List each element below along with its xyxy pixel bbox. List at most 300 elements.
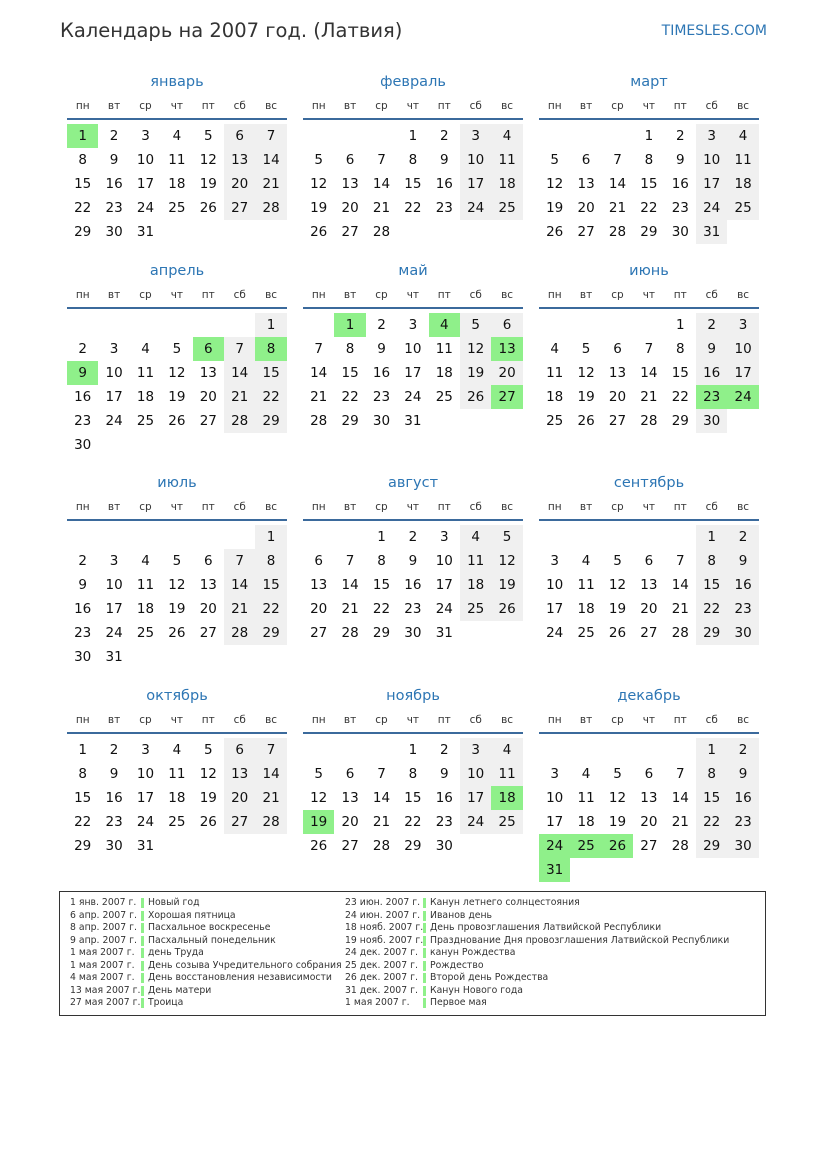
weekday-header: [67, 714, 287, 728]
day-cell: 10: [546, 577, 564, 593]
day-cell: 9: [377, 341, 386, 357]
weekday-header: [303, 100, 523, 114]
day-cell: 4: [581, 766, 591, 782]
day-cell: 2: [439, 128, 449, 144]
day-cell: 8: [345, 341, 355, 357]
day-cell: 7: [377, 766, 386, 782]
day-cell: 27: [640, 838, 658, 854]
holiday-name: Пасхальное воскресенье: [148, 922, 271, 933]
day-cell: 12: [310, 790, 328, 806]
holiday-date: 25 дек. 2007 г.: [345, 959, 418, 971]
weekday-label: сб: [233, 289, 246, 301]
day-cell: 8: [78, 766, 87, 782]
holiday-name: Канун летнего солнцестояния: [430, 897, 580, 908]
weekday-label: сб: [469, 714, 482, 726]
day-cell: 15: [696, 573, 727, 597]
holiday-name: Празднование Дня провозглашения Латвийской Республики: [430, 934, 730, 946]
weekday-label: чт: [642, 100, 656, 112]
weekday-label: чт: [170, 714, 184, 726]
weekday-label: вс: [501, 100, 514, 112]
month-name: август: [387, 475, 439, 491]
day-cell: 19: [460, 361, 491, 385]
day-cell: 14: [372, 176, 391, 192]
day-cell: 10: [136, 152, 155, 168]
day-cell: 26: [491, 597, 522, 621]
day-cell: 30: [727, 621, 758, 645]
day-cell: 20: [224, 786, 255, 810]
day-cell: 24: [460, 196, 491, 220]
weekday-label: вс: [737, 501, 750, 513]
day-cell: 18: [435, 365, 453, 381]
holiday-marker: [141, 898, 144, 908]
weekday-label: ср: [375, 714, 388, 726]
day-cell: 22: [404, 814, 422, 830]
weekday-label: вт: [107, 501, 121, 513]
day-cell: 11: [435, 341, 453, 357]
holiday-name: Второй день Рождества: [430, 972, 549, 983]
day-cell: 12: [608, 790, 627, 806]
holiday-marker: [423, 936, 426, 946]
weekday-label: ср: [611, 289, 624, 301]
holiday-date: 27 мая 2007 г.: [70, 997, 141, 1008]
day-cell: 10: [105, 365, 123, 381]
day-cell: 10: [460, 762, 491, 786]
day-cell: 30: [727, 834, 758, 858]
weekday-label: пн: [547, 501, 562, 513]
holiday-day-cell: 13: [491, 337, 522, 361]
weekday-label: вт: [579, 100, 593, 112]
weekday-label: ср: [611, 714, 624, 726]
day-cell: 29: [640, 224, 658, 240]
day-cell: 23: [435, 814, 453, 830]
month-name: ноябрь: [386, 688, 440, 704]
day-cell: 9: [439, 766, 449, 782]
day-cell: 13: [199, 577, 217, 593]
day-cell: 26: [460, 385, 491, 409]
day-cell: 10: [404, 341, 422, 357]
day-cell: 7: [675, 766, 685, 782]
day-cell: 13: [341, 790, 359, 806]
day-cell: 28: [372, 224, 391, 240]
holiday-date: 6 апр. 2007 г.: [70, 909, 137, 921]
weekday-label: вс: [265, 100, 278, 112]
day-cell: 30: [671, 224, 689, 240]
weekday-label: пн: [75, 289, 90, 301]
day-cell: 18: [136, 389, 155, 405]
day-cell: 10: [105, 577, 123, 593]
day-cell: 27: [341, 224, 359, 240]
weekday-header: [67, 100, 287, 114]
month-name: октябрь: [146, 688, 208, 704]
holiday-name: Пасхальный понедельник: [148, 934, 276, 946]
day-cell: 31: [435, 625, 453, 641]
holiday-name: канун Рождества: [430, 947, 516, 958]
day-cell: 18: [460, 573, 491, 597]
holiday-name: Хорошая пятница: [148, 909, 236, 921]
day-cell: 7: [377, 152, 386, 168]
holiday-name: Троица: [148, 997, 184, 1008]
holiday-date: 4 мая 2007 г.: [70, 972, 135, 983]
day-cell: 12: [608, 577, 627, 593]
day-cell: 16: [727, 786, 758, 810]
day-cell: 22: [696, 810, 727, 834]
page-title: Календарь на 2007 год. (Латвия): [60, 19, 403, 42]
day-cell: 25: [168, 814, 186, 830]
day-cell: 23: [727, 597, 758, 621]
holiday-date: 9 апр. 2007 г.: [70, 934, 137, 946]
holiday-day-cell: 24: [539, 834, 570, 858]
day-cell: 27: [310, 625, 328, 641]
day-cell: 9: [727, 762, 758, 786]
day-cell: 26: [168, 625, 186, 641]
day-cell: 4: [141, 553, 150, 569]
month-header-divider: [303, 307, 523, 309]
day-cell: 29: [74, 838, 92, 854]
day-cell: 24: [546, 625, 564, 641]
day-cell: 2: [109, 742, 119, 758]
weekday-label: вт: [343, 100, 357, 112]
day-cell: 3: [141, 742, 150, 758]
day-cell: 20: [491, 361, 522, 385]
holiday-date: 31 дек. 2007 г.: [345, 984, 418, 996]
day-cell: 9: [727, 549, 758, 573]
day-cell: 19: [168, 601, 186, 617]
day-cell: 13: [341, 176, 359, 192]
day-cell: 1: [408, 128, 418, 144]
holiday-date: 19 нояб. 2007 г.: [345, 934, 424, 946]
holiday-marker: [423, 923, 426, 933]
day-cell: 11: [491, 148, 522, 172]
day-cell: 25: [460, 597, 491, 621]
day-cell: 3: [141, 128, 150, 144]
weekday-header: [303, 289, 523, 303]
day-cell: 22: [74, 814, 92, 830]
day-cell: 28: [640, 413, 658, 429]
day-cell: 22: [255, 385, 286, 409]
day-cell: 28: [341, 625, 359, 641]
weekday-label: сб: [233, 714, 246, 726]
day-cell: 3: [109, 341, 119, 357]
day-cell: 28: [255, 810, 286, 834]
day-cell: 16: [435, 790, 453, 806]
day-cell: 24: [105, 625, 123, 641]
day-cell: 27: [640, 625, 658, 641]
holiday-date: 1 мая 2007 г.: [345, 997, 410, 1008]
weekday-header: [539, 100, 759, 114]
day-cell: 20: [199, 389, 217, 405]
weekday-label: вт: [579, 289, 593, 301]
day-cell: 19: [608, 814, 627, 830]
day-cell: 18: [136, 601, 155, 617]
weekday-header: [539, 714, 759, 728]
day-cell: 25: [491, 196, 522, 220]
day-cell: 22: [404, 200, 422, 216]
day-cell: 22: [341, 389, 359, 405]
holiday-name: Первое мая: [430, 997, 487, 1008]
month-name: июнь: [629, 263, 669, 279]
weekday-label: пн: [75, 714, 90, 726]
day-cell: 4: [491, 124, 522, 148]
holiday-date: 26 дек. 2007 г.: [345, 972, 418, 983]
day-cell: 6: [345, 152, 355, 168]
day-cell: 16: [727, 573, 758, 597]
day-cell: 26: [310, 224, 328, 240]
weekday-label: ср: [375, 289, 388, 301]
day-cell: 27: [199, 625, 217, 641]
holiday-name: Иванов день: [430, 909, 493, 921]
day-cell: 5: [172, 553, 182, 569]
holiday-day-cell: 6: [193, 337, 224, 361]
day-cell: 10: [696, 148, 727, 172]
day-cell: 8: [644, 152, 654, 168]
day-cell: 2: [377, 317, 386, 333]
day-cell: 10: [727, 337, 758, 361]
weekday-label: пт: [437, 289, 451, 301]
day-cell: 17: [546, 814, 564, 830]
weekday-label: вт: [343, 501, 357, 513]
day-cell: 23: [671, 200, 689, 216]
day-cell: 21: [671, 601, 689, 617]
holiday-date: 24 июн. 2007 г.: [345, 909, 421, 921]
weekday-label: чт: [406, 289, 420, 301]
day-cell: 17: [105, 601, 123, 617]
day-cell: 14: [255, 148, 286, 172]
day-cell: 21: [640, 389, 658, 405]
holiday-name: Канун Нового года: [430, 984, 523, 996]
day-cell: 7: [644, 341, 654, 357]
day-cell: 29: [372, 625, 391, 641]
day-cell: 31: [136, 838, 155, 854]
day-cell: 14: [671, 577, 689, 593]
holiday-day-cell: 4: [429, 313, 460, 337]
weekday-label: вс: [265, 289, 278, 301]
day-cell: 12: [491, 549, 522, 573]
day-cell: 25: [546, 413, 564, 429]
month-header-divider: [303, 732, 523, 734]
day-cell: 21: [372, 814, 391, 830]
day-cell: 15: [372, 577, 391, 593]
day-cell: 18: [168, 176, 186, 192]
day-cell: 8: [78, 152, 87, 168]
day-cell: 24: [404, 389, 422, 405]
day-cell: 24: [696, 196, 727, 220]
day-cell: 20: [608, 389, 627, 405]
day-cell: 29: [696, 834, 727, 858]
day-cell: 7: [255, 124, 286, 148]
weekday-label: вт: [579, 714, 593, 726]
day-cell: 11: [460, 549, 491, 573]
weekday-label: вс: [501, 714, 514, 726]
day-cell: 10: [546, 790, 564, 806]
weekday-label: ср: [139, 289, 152, 301]
weekday-header: [67, 501, 287, 515]
day-cell: 29: [255, 409, 286, 433]
holiday-date: 8 апр. 2007 г.: [70, 922, 137, 933]
holiday-day-cell: 23: [696, 385, 727, 409]
day-cell: 22: [372, 601, 391, 617]
month-name: июль: [157, 475, 197, 491]
day-cell: 11: [491, 762, 522, 786]
holiday-name: День провозглашения Латвийской Республики: [430, 922, 662, 933]
day-cell: 26: [199, 200, 217, 216]
weekday-label: ср: [611, 501, 624, 513]
day-cell: 22: [74, 200, 92, 216]
weekday-label: чт: [406, 501, 420, 513]
day-cell: 23: [372, 389, 391, 405]
day-cell: 24: [460, 810, 491, 834]
day-cell: 30: [696, 409, 727, 433]
day-cell: 19: [577, 389, 595, 405]
weekday-label: ср: [611, 100, 624, 112]
day-cell: 10: [435, 553, 453, 569]
weekday-label: вт: [343, 714, 357, 726]
day-cell: 20: [310, 601, 328, 617]
weekday-label: вс: [501, 501, 514, 513]
day-cell: 19: [199, 790, 217, 806]
day-cell: 24: [136, 200, 155, 216]
day-cell: 4: [581, 553, 591, 569]
day-cell: 26: [577, 413, 595, 429]
day-cell: 17: [136, 790, 155, 806]
day-cell: 10: [460, 148, 491, 172]
holiday-marker: [423, 961, 426, 971]
month-name: март: [630, 74, 668, 90]
day-cell: 7: [613, 152, 622, 168]
holiday-date: 23 июн. 2007 г.: [345, 897, 421, 908]
day-cell: 1: [696, 525, 727, 549]
day-cell: 3: [696, 124, 727, 148]
month-header-divider: [303, 118, 523, 120]
day-cell: 4: [491, 738, 522, 762]
day-cell: 8: [675, 341, 685, 357]
day-cell: 26: [608, 625, 627, 641]
day-cell: 16: [74, 601, 92, 617]
weekday-label: сб: [233, 100, 246, 112]
day-cell: 24: [105, 413, 123, 429]
weekday-label: сб: [705, 714, 718, 726]
holiday-marker: [423, 898, 426, 908]
holiday-marker: [423, 911, 426, 921]
day-cell: 14: [224, 361, 255, 385]
day-cell: 5: [460, 313, 491, 337]
day-cell: 20: [341, 814, 359, 830]
day-cell: 14: [608, 176, 627, 192]
day-cell: 1: [675, 317, 685, 333]
day-cell: 17: [460, 786, 491, 810]
weekday-label: пт: [673, 714, 687, 726]
day-cell: 19: [310, 200, 328, 216]
day-cell: 2: [439, 742, 449, 758]
day-cell: 5: [613, 553, 622, 569]
holiday-marker: [141, 998, 144, 1008]
day-cell: 15: [255, 361, 286, 385]
day-cell: 22: [696, 597, 727, 621]
day-cell: 20: [341, 200, 359, 216]
day-cell: 12: [460, 337, 491, 361]
day-cell: 14: [255, 762, 286, 786]
day-cell: 17: [136, 176, 155, 192]
day-cell: 23: [435, 200, 453, 216]
day-cell: 15: [341, 365, 359, 381]
day-cell: 13: [577, 176, 595, 192]
holiday-date: 24 дек. 2007 г.: [345, 947, 418, 958]
weekday-label: сб: [469, 100, 482, 112]
day-cell: 31: [696, 220, 727, 244]
day-cell: 28: [671, 625, 689, 641]
weekday-label: ср: [139, 714, 152, 726]
day-cell: 1: [408, 742, 418, 758]
day-cell: 26: [546, 224, 564, 240]
weekday-label: пн: [75, 501, 90, 513]
day-cell: 31: [404, 413, 422, 429]
day-cell: 31: [136, 224, 155, 240]
month-name: февраль: [380, 74, 446, 90]
day-cell: 12: [168, 577, 186, 593]
month-name: май: [398, 263, 428, 279]
day-cell: 9: [78, 577, 87, 593]
holiday-day-cell: 1: [334, 313, 365, 337]
day-cell: 25: [168, 200, 186, 216]
day-cell: 2: [675, 128, 685, 144]
weekday-label: пн: [311, 289, 326, 301]
day-cell: 2: [109, 128, 119, 144]
holiday-name: День восстановления независимости: [148, 972, 332, 983]
day-cell: 9: [439, 152, 449, 168]
weekday-label: сб: [705, 501, 718, 513]
weekday-label: пт: [201, 100, 215, 112]
day-cell: 3: [460, 124, 491, 148]
day-cell: 3: [439, 529, 449, 545]
day-cell: 11: [168, 152, 186, 168]
day-cell: 8: [408, 766, 418, 782]
day-cell: 28: [224, 409, 255, 433]
day-cell: 27: [608, 413, 627, 429]
day-cell: 5: [491, 525, 522, 549]
day-cell: 5: [203, 742, 213, 758]
day-cell: 11: [136, 577, 155, 593]
day-cell: 16: [372, 365, 391, 381]
day-cell: 17: [460, 172, 491, 196]
day-cell: 14: [224, 573, 255, 597]
holiday-marker: [141, 986, 144, 996]
month-header-divider: [539, 732, 759, 734]
day-cell: 30: [372, 413, 391, 429]
day-cell: 5: [172, 341, 182, 357]
holiday-day-cell: 19: [303, 810, 334, 834]
day-cell: 14: [310, 365, 328, 381]
day-cell: 21: [372, 200, 391, 216]
weekday-label: пн: [311, 100, 326, 112]
day-cell: 12: [199, 766, 217, 782]
day-cell: 5: [314, 766, 323, 782]
day-cell: 29: [341, 413, 359, 429]
weekday-label: пн: [311, 714, 326, 726]
holiday-date: 13 мая 2007 г.: [70, 984, 141, 996]
holiday-day-cell: 27: [491, 385, 522, 409]
day-cell: 13: [199, 365, 217, 381]
day-cell: 17: [404, 365, 422, 381]
day-cell: 4: [172, 128, 182, 144]
day-cell: 28: [608, 224, 627, 240]
day-cell: 14: [341, 577, 359, 593]
day-cell: 21: [224, 597, 255, 621]
day-cell: 8: [377, 553, 386, 569]
holiday-marker: [141, 911, 144, 921]
day-cell: 11: [546, 365, 564, 381]
holiday-date: 1 мая 2007 г.: [70, 947, 135, 958]
site-logo-link[interactable]: TIMESLES.COM: [661, 23, 767, 39]
day-cell: 21: [224, 385, 255, 409]
